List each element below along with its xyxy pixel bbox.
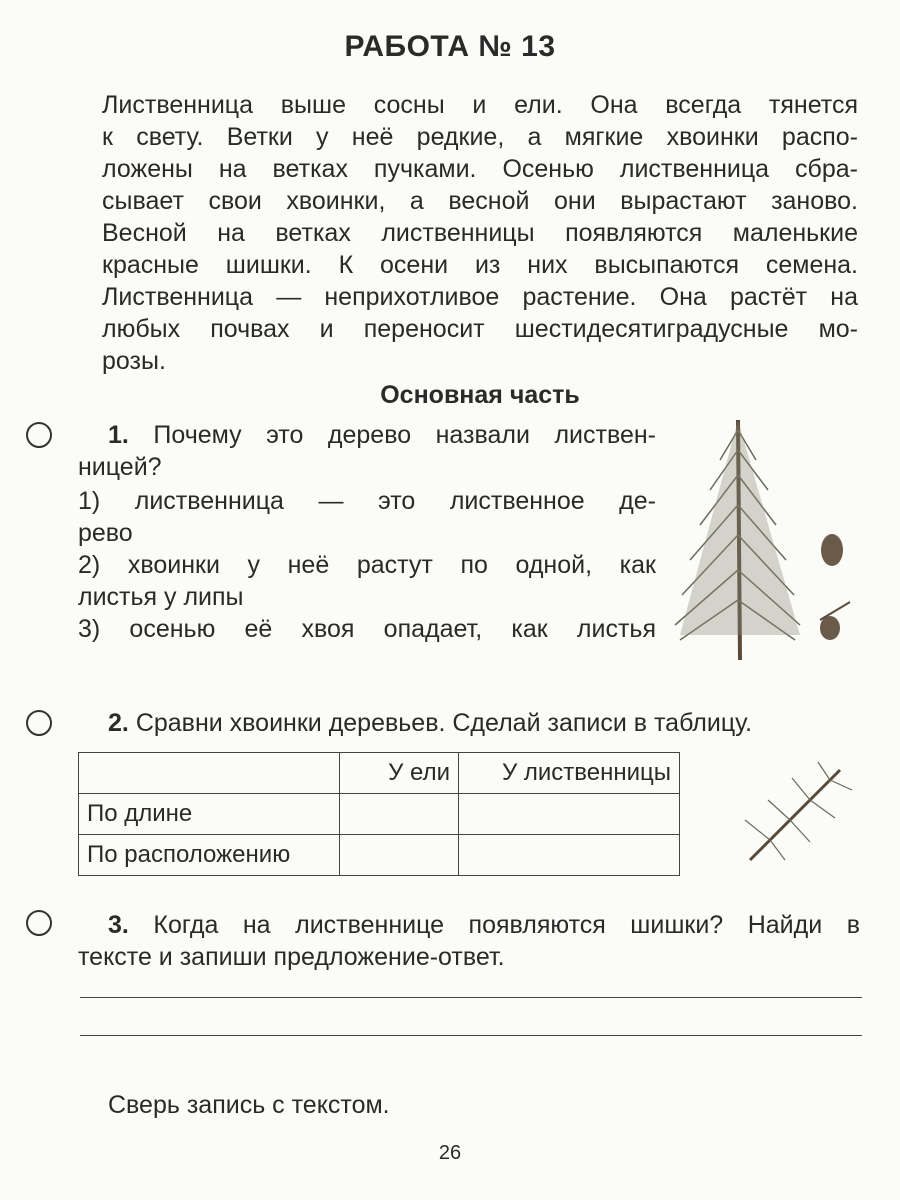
table-header-cell: У лиственницы [459,753,680,794]
table-header-cell: У ели [340,753,459,794]
footer-note: Сверь запись с текстом. [108,1091,390,1119]
table-row [79,794,680,835]
q3-number: 3. [108,911,129,939]
table-cell-input[interactable] [340,835,459,876]
text-line: ложены на ветках пучками. Осенью лиственница сбра- [102,155,858,183]
q1-option-1[interactable]: 1) лиственница — это лиственное де- [78,487,656,515]
q3-text: тексте и запиши предложение-ответ. [78,943,505,971]
table-row-label: По расположению [79,835,340,876]
table-cell-input[interactable] [459,794,680,835]
text-line: к свету. Ветки у неё редкие, а мягкие хвоинки распо- [102,123,858,151]
page-number: 26 [438,1142,462,1164]
cone-icon [820,602,850,640]
table-header-cell [79,753,340,794]
larch-tree-illustration [660,410,860,670]
comparison-table [78,752,680,876]
q3-text: 3. Когда на лиственнице появляются шишки? Найди в [108,911,860,939]
text-line: Лиственница — неприхотливое растение. Она растёт на [102,283,858,311]
table-header-row [79,753,680,794]
table-cell-input[interactable] [459,835,680,876]
text-line: Весной на ветках лиственницы появляются маленькие [102,219,858,247]
text-line: Лиственница выше сосны и ели. Она всегда тянется [102,91,858,119]
answer-circle-q1[interactable] [26,422,52,448]
text-line: розы. [102,347,166,375]
text-line: любых почвах и переносит шестидесятиградусные мо- [102,315,858,343]
q1-option-3[interactable]: 3) осенью её хвоя опадает, как листья [78,615,656,643]
q1-text: ницей? [78,453,162,481]
page-title: РАБОТА № 13 [344,30,556,63]
q1-option-2-cont: листья у липы [78,583,244,611]
answer-line[interactable] [80,1035,862,1036]
q1-text: 1. Почему это дерево назвали листвен- [108,421,656,449]
cone-icon [821,534,843,566]
answer-circle-q2[interactable] [26,710,52,736]
answer-circle-q3[interactable] [26,910,52,936]
section-title: Основная часть [380,381,580,409]
q1-option-1-cont: рево [78,519,133,547]
table-row-label: По длине [79,794,340,835]
text-line: красные шишки. К осени из них высыпаются семена. [102,251,858,279]
text-line: сывает свои хвоинки, а весной они вырастают заново. [102,187,858,215]
q1-number: 1. [108,421,129,449]
table-cell-input[interactable] [340,794,459,835]
table-row [79,835,680,876]
q2-text: 2. Сравни хвоинки деревьев. Сделай записи в таблицу. [108,709,753,737]
larch-branch-illustration [730,760,860,870]
answer-line[interactable] [80,997,862,998]
q2-number: 2. [108,709,129,737]
q1-option-2[interactable]: 2) хвоинки у неё растут по одной, как [78,551,656,579]
